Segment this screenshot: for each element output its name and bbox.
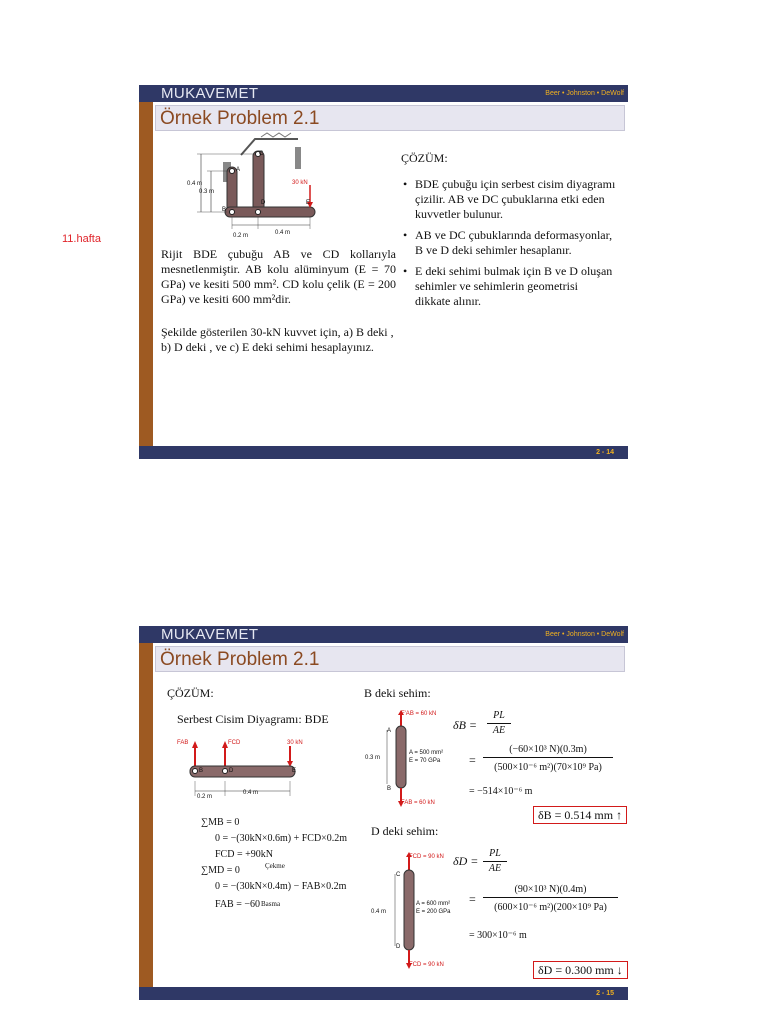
problem-questions: Şekilde gösterilen 30-kN kuvvet için, a) B deki , b) D deki , ve c) E deki sehimi hesaplayınız. xyxy=(161,325,394,354)
delta-b-denominator: AE xyxy=(492,725,506,736)
slide-2-15 xyxy=(139,626,628,1000)
side-note-week: 11.hafta xyxy=(62,233,101,245)
authors-credit: Beer • Johnston • DeWolf xyxy=(545,90,624,97)
fbd-label-b: B xyxy=(199,768,204,774)
bar-ab-area: A = 500 mm² xyxy=(409,750,444,756)
fig-dim-02: 0.2 m xyxy=(233,233,249,239)
delta-d-sub-denominator: (600×10⁻⁶ m²)(200×10⁹ Pa) xyxy=(494,902,607,913)
moment-b-eq: ∑MB = 0 xyxy=(201,817,240,828)
fbd-load-label: 30 kN xyxy=(287,740,303,746)
fig-label-d: D xyxy=(261,200,266,206)
fig-load: 30 kN xyxy=(292,180,308,186)
tension-note: Çekme xyxy=(265,862,285,870)
slide-footer-bar xyxy=(139,987,628,1000)
bar-cd-area: A = 600 mm² xyxy=(416,901,451,907)
fig-dim-03: 0.3 m xyxy=(199,189,215,195)
bar-cd-modulus: E = 200 GPa xyxy=(416,909,451,915)
delta-b-answer: δB = 0.514 mm ↑ xyxy=(533,806,627,824)
delta-d-equals: = xyxy=(469,892,476,906)
bar-cd-top-force: FCD = 90 kN xyxy=(409,854,444,860)
solution-heading: ÇÖZÜM: xyxy=(167,686,214,700)
fig-label-c: C xyxy=(259,151,264,157)
delta-b-equals: = xyxy=(469,753,476,767)
delta-b-sub-denominator: (500×10⁻⁶ m²)(70×10⁹ Pa) xyxy=(494,762,602,773)
fab-result: FAB = −60 xyxy=(215,899,260,910)
fbd-dim-02: 0.2 m xyxy=(197,794,213,800)
fbd-label-e: E xyxy=(292,768,297,774)
delta-d-result: = 300×10⁻⁶ m xyxy=(469,930,527,941)
delta-d-answer: δD = 0.300 mm ↓ xyxy=(533,961,628,979)
fig-label-e: E xyxy=(306,200,311,206)
bar-ab-bottom-force: FAB = 60 kN xyxy=(401,800,435,806)
slide-header-bar xyxy=(139,626,628,643)
slide-2-14 xyxy=(139,85,628,459)
slide-footer-bar xyxy=(139,446,628,459)
course-brand: MUKAVEMET xyxy=(161,626,259,643)
delta-b-numerator: PL xyxy=(487,708,511,724)
d-deflection-heading: D deki sehim: xyxy=(371,824,439,838)
fbd-dim-04: 0.4 m xyxy=(243,790,259,796)
bar-cd-length: 0.4 m xyxy=(371,909,387,915)
fbd-fab-label: FAB xyxy=(177,740,189,746)
delta-b-symbol: δB = xyxy=(453,718,478,732)
delta-b-sub-numerator: (−60×10³ N)(0.3m) xyxy=(483,742,613,758)
delta-d-numerator: PL xyxy=(483,846,507,862)
delta-b-result: = −514×10⁻⁶ m xyxy=(469,786,533,797)
list-item: • E deki sehimi bulmak için B ve D oluşan sehimler ve sehimlerin geometrisi dikkate alınır. xyxy=(401,264,616,309)
slide-title-box xyxy=(155,105,625,131)
bar-ab-length: 0.3 m xyxy=(365,755,381,761)
delta-d-symbol: δD = xyxy=(453,854,479,868)
fbd-label-d: D xyxy=(229,768,234,774)
fig-label-a: A xyxy=(236,167,241,173)
delta-d-denominator: AE xyxy=(488,863,502,874)
slide-title: Örnek Problem 2.1 xyxy=(160,649,320,670)
bar-cd-label-d: D xyxy=(396,944,401,950)
bar-ab-label-a: A xyxy=(387,728,392,734)
fbd-heading: Serbest Cisim Diyagramı: BDE xyxy=(177,712,329,726)
compression-note: Basma xyxy=(261,900,281,908)
list-item: • AB ve DC çubuklarında deformasyonlar, B ve D deki sehimler hesaplanır. xyxy=(401,228,616,258)
page-number: 2 - 14 xyxy=(596,449,614,456)
moment-d-eq: ∑MD = 0 xyxy=(201,865,240,876)
page-number: 2 - 15 xyxy=(596,990,614,997)
list-item: • BDE çubuğu için serbest cisim diyagramı çizilir. AB ve DC çubuklarına etki eden kuvvetler bulunur. xyxy=(401,177,616,222)
authors-credit: Beer • Johnston • DeWolf xyxy=(545,631,624,638)
delta-d-sub-numerator: (90×10³ N)(0.4m) xyxy=(483,882,618,898)
bar-ab-label-b: B xyxy=(387,786,392,792)
fcd-result: FCD = +90kN xyxy=(215,849,273,860)
bar-cd-bottom-force: FCD = 90 kN xyxy=(409,962,444,968)
solution-steps xyxy=(401,177,616,315)
course-brand: MUKAVEMET xyxy=(161,85,259,102)
moment-d-equation: 0 = −(30kN×0.4m) − FAB×0.2m xyxy=(215,881,347,892)
slide-side-bar xyxy=(139,643,153,987)
bar-ab-modulus: E = 70 GPa xyxy=(409,758,441,764)
problem-statement: Rijit BDE çubuğu AB ve CD kollarıyla mesnetlenmiştir. AB kolu alüminyum (E = 70 GPa) ve kesiti 500 mm². CD kolu çelik (E = 200 GPa) ve kesiti 600 mm²dir. xyxy=(161,247,396,306)
linkage-figure xyxy=(183,137,333,237)
fig-dim-04h: 0.4 m xyxy=(275,230,291,236)
bar-ab-top-force: F'AB = 60 kN xyxy=(401,711,437,717)
fig-dim-04: 0.4 m xyxy=(187,181,203,187)
moment-b-equation: 0 = −(30kN×0.6m) + FCD×0.2m xyxy=(215,833,348,844)
slide-title-box xyxy=(155,646,625,672)
fig-label-b: B xyxy=(222,207,227,213)
slide-title: Örnek Problem 2.1 xyxy=(160,108,320,129)
slide-header-bar xyxy=(139,85,628,102)
bar-cd-label-c: C xyxy=(396,872,401,878)
slide-side-bar xyxy=(139,102,153,446)
solution-heading: ÇÖZÜM: xyxy=(401,151,448,165)
b-deflection-heading: B deki sehim: xyxy=(364,686,431,700)
fbd-fcd-label: FCD xyxy=(228,740,241,746)
